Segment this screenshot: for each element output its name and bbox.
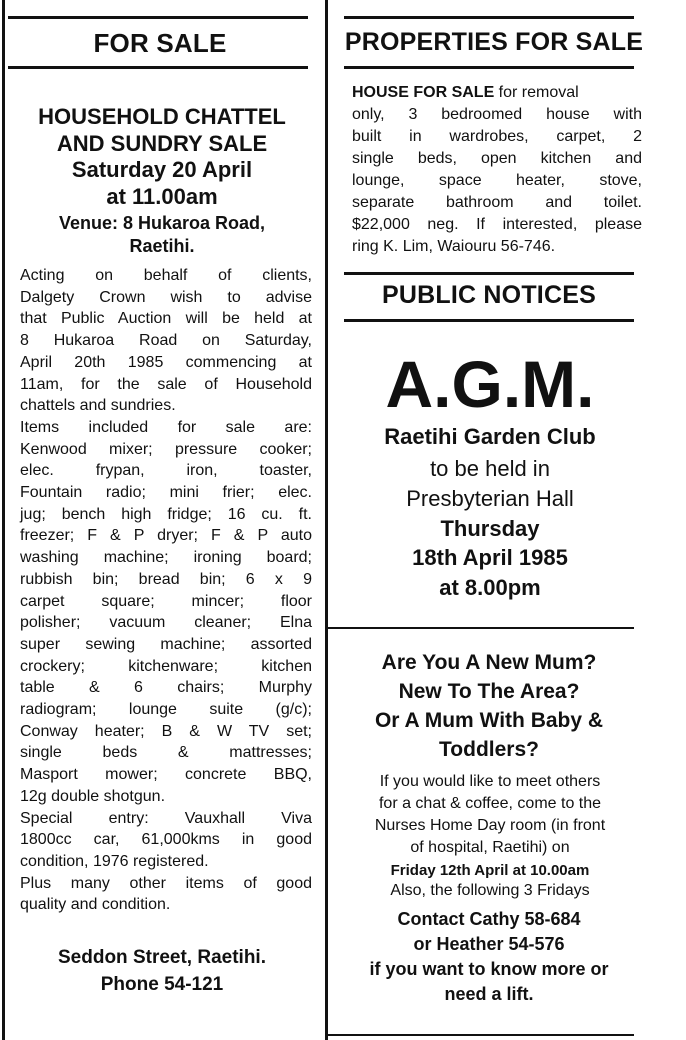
sale-body-line: freezer; F & P dryer; F & P auto	[20, 527, 312, 545]
properties-body-line: lounge, space heater, stove,	[352, 172, 642, 189]
agm-location-line: Presbyterian Hall	[406, 486, 574, 511]
for-sale-title: FOR SALE	[93, 28, 227, 58]
sale-body-line: washing machine; ironing board;	[20, 549, 312, 567]
sale-time: at 11.00am	[106, 184, 218, 209]
mums-body-line: Nurses Home Day room (in front	[374, 817, 606, 834]
sale-body-line: Items included for sale are:	[20, 418, 312, 436]
bottom-rule	[328, 1034, 634, 1036]
mums-when: Friday 12th April at 10.00am	[390, 862, 590, 879]
properties-body	[352, 82, 642, 258]
sale-body-line: 12g double shotgun.	[20, 787, 166, 805]
column-divider	[325, 0, 328, 1040]
sale-body-line: single beds & mattresses;	[20, 744, 312, 762]
sale-body-line: jug; bench high fridge; 16 cu. ft.	[20, 505, 312, 523]
sale-venue-line: Venue: 8 Hukaroa Road,	[58, 213, 266, 233]
sale-venue-line: Raetihi.	[129, 236, 195, 256]
sale-headline-line: HOUSEHOLD CHATTEL	[38, 104, 286, 129]
mums-body-line: If you would like to meet others	[379, 773, 601, 790]
sale-body-line: rubbish bin; bread bin; 6 x 9	[20, 570, 312, 588]
sale-body-line: Fountain radio; mini frier; elec.	[20, 484, 312, 502]
mums-divider-rule	[328, 627, 634, 629]
mums-contact-line: need a lift.	[444, 984, 534, 1004]
sale-body-line: Plus many other items of good	[20, 874, 312, 892]
sale-body-line: polisher; vacuum cleaner; Elna	[20, 614, 312, 632]
sale-body-line: quality and condition.	[20, 896, 171, 914]
sale-body-line: super sewing machine; assorted	[20, 635, 312, 653]
mums-also: Also, the following 3 Fridays	[390, 882, 590, 899]
sale-body-line: 1800cc car, 61,000kms in good	[20, 831, 312, 849]
agm-location-line: to be held in	[430, 456, 550, 481]
sale-body-line: condition, 1976 registered.	[20, 852, 209, 870]
sale-body-line: radiogram; lounge suite (g/c);	[20, 701, 312, 719]
sale-body-line: Masport mower; concrete BBQ,	[20, 766, 312, 784]
properties-body-line: separate bathroom and toilet.	[352, 194, 642, 211]
sale-body-line: carpet square; mincer; floor	[20, 592, 312, 610]
public-notices-title: PUBLIC NOTICES	[382, 281, 596, 309]
sale-body-line: Conway heater; B & W TV set;	[20, 722, 312, 740]
sale-body-line: elec. frypan, iron, toaster,	[20, 462, 312, 480]
sale-body-line: 11am, for the sale of Household	[20, 375, 312, 393]
mums-headline-line: Toddlers?	[439, 738, 539, 761]
sale-body-line: table & 6 chairs; Murphy	[20, 679, 312, 697]
sale-venue	[10, 212, 314, 258]
mums-body-line: of hospital, Raetihi) on	[410, 839, 570, 856]
properties-body-line: single beds, open kitchen and	[352, 150, 642, 167]
sale-body-line: 8 Hukaroa Road on Saturday,	[20, 332, 312, 350]
sale-headline-line: AND SUNDRY SALE	[56, 131, 268, 156]
mums-headline-line: Are You A New Mum?	[381, 651, 597, 674]
sale-body-line: Kenwood mixer; pressure cooker;	[20, 440, 312, 458]
properties-lead: HOUSE FOR SALE	[352, 84, 495, 101]
properties-body-line: $22,000 neg. If interested, please	[352, 216, 642, 233]
sale-body-line: that Public Auction will be held at	[20, 310, 312, 328]
agm-time: at 8.00pm	[439, 575, 541, 600]
sale-body-line: Dalgety Crown wish to advise	[20, 288, 312, 306]
agm-location	[340, 454, 640, 514]
sale-body-line: crockery; kitchenware; kitchen	[20, 657, 312, 675]
properties-title: PROPERTIES FOR SALE	[344, 28, 644, 56]
properties-body-line: ring K. Lim, Waiouru 56-746.	[352, 238, 556, 255]
mums-contact	[336, 907, 642, 1007]
right-top-rule	[344, 16, 634, 19]
sale-headline	[10, 103, 314, 157]
notices-top-rule	[344, 272, 634, 275]
properties-lead-rest: for removal	[494, 84, 579, 101]
sale-body-line: Acting on behalf of clients,	[20, 267, 312, 284]
right-title-rule	[344, 66, 634, 69]
sale-footer-phone: Phone 54-121	[100, 974, 224, 995]
sale-body-line: Special entry: Vauxhall Viva	[20, 809, 312, 827]
properties-body-line	[352, 82, 642, 104]
sale-body-line: April 20th 1985 commencing at	[20, 353, 312, 371]
left-title-rule	[8, 66, 308, 69]
left-border	[2, 0, 5, 1040]
sale-body	[20, 265, 312, 916]
agm-club: Raetihi Garden Club	[384, 424, 596, 449]
sale-footer-address: Seddon Street, Raetihi.	[58, 947, 266, 968]
mums-contact-line: or Heather 54-576	[413, 934, 565, 954]
properties-body-line: only, 3 bedroomed house with	[352, 106, 642, 123]
sale-date: Saturday 20 April	[71, 157, 253, 182]
agm-day: Thursday	[440, 516, 540, 541]
mums-headline-line: Or A Mum With Baby &	[374, 709, 604, 732]
left-top-rule	[8, 16, 308, 19]
agm-date: 18th April 1985	[412, 545, 568, 570]
mums-body-line: for a chat & coffee, come to the	[378, 795, 602, 812]
mums-headline	[336, 648, 642, 764]
sale-body-line: chattels and sundries.	[20, 397, 176, 415]
agm-heading: A.G.M.	[385, 347, 595, 421]
mums-contact-line: if you want to know more or	[369, 959, 609, 979]
mums-headline-line: New To The Area?	[398, 680, 580, 703]
mums-body	[340, 771, 640, 859]
notices-title-rule	[344, 319, 634, 322]
sale-footer	[10, 944, 314, 998]
properties-body-line: built in wardrobes, carpet, 2	[352, 128, 642, 145]
mums-contact-line: Contact Cathy 58-684	[397, 909, 581, 929]
